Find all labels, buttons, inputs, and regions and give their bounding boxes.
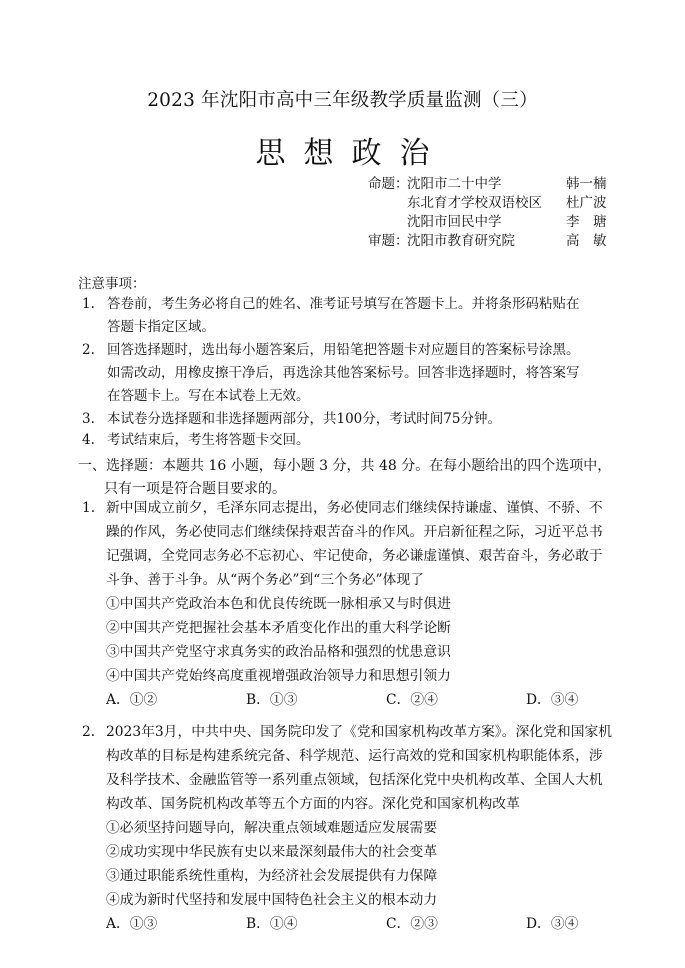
note-line: 在答题卡上。写在本试卷上无效。 (107, 388, 310, 404)
subject-title: 思想政治 (255, 136, 448, 171)
answer-choice-b: B．①④ (246, 916, 298, 932)
credit-org: 沈阳市回民中学 (407, 214, 502, 230)
answer-choice-c: C．②④ (386, 692, 438, 708)
note-number: 1. (82, 296, 95, 312)
question-stem-line: 新中国成立前夕，毛泽东同志提出，务必使同志们继续保持谦虚、谨慎、不骄、不 (106, 500, 603, 516)
note-line: 答卷前，考生务必将自己的姓名、准考证号填写在答题卡上。并将条形码粘贴在 (107, 296, 580, 312)
credit-org: 东北育才学校双语校区 (407, 195, 542, 211)
credit-person: 韩一楠 (566, 176, 607, 192)
question-stem-line: 构改革、国务院机构改革等五个方面的内容。深化党和国家机构改革 (106, 796, 520, 812)
note-line: 本试卷分选择题和非选择题两部分，共100分，考试时间75分钟。 (107, 411, 501, 427)
section-line: 只有一项是符合题目要求的。 (104, 481, 286, 497)
question-stem-line: 躁的作风，务必使同志们继续保持艰苦奋斗的作风。开启新征程之际，习近平总书 (106, 524, 603, 540)
answer-choice-d: D．③④ (526, 692, 579, 708)
question-stem-line: 及科学技术、金融监管等一系列重点领域，包括深化党中央机构改革、全国人大机 (106, 772, 603, 788)
answer-choice-c: C．②③ (386, 916, 438, 932)
note-line: 考试结束后，考生将答题卡交回。 (107, 432, 310, 448)
answer-choice-b: B．①③ (246, 692, 298, 708)
exam-title: 2023 年沈阳市高中三年级教学质量监测（三） (147, 90, 538, 111)
reviewer-label: 审题： (368, 233, 409, 249)
statement-option: ③通过职能系统性重构，为经济社会发展提供有力保障 (106, 868, 438, 884)
note-line: 答题卡指定区域。 (107, 319, 215, 335)
note-number: 2. (82, 342, 95, 358)
statement-option: ④成为新时代坚持和发展中国特色社会主义的根本动力 (106, 892, 438, 908)
answer-choice-d: D．③④ (526, 916, 579, 932)
note-line: 如需改动，用橡皮擦干净后，再选涂其他答案标号。回答非选择题时，将答案写 (107, 365, 580, 381)
author-label: 命题： (368, 176, 409, 192)
credit-person: 高 敏 (566, 233, 607, 249)
credit-person: 李 瑭 (566, 214, 607, 230)
question-stem-line: 斗争、善于斗争。从“两个务必”到“三个务必”体现了 (106, 572, 424, 588)
statement-option: ①中国共产党政治本色和优良传统既一脉相承又与时俱进 (106, 596, 451, 612)
note-number: 3. (82, 411, 95, 427)
section-line: 一、选择题：本题共 16 小题，每小题 3 分，共 48 分。在每小题给出的四个选项中， (78, 458, 612, 474)
answer-choice-a: A．①③ (106, 916, 158, 932)
question-number: 1. (82, 500, 96, 516)
statement-option: ③中国共产党坚守求真务实的政治品格和强烈的忧患意识 (106, 644, 451, 660)
note-number: 4. (82, 432, 95, 448)
section-heading (78, 455, 611, 501)
credit-org: 沈阳市二十中学 (407, 176, 502, 192)
statement-option: ②成功实现中华民族有史以来最深刻最伟大的社会变革 (106, 844, 438, 860)
statement-option: ②中国共产党把握社会基本矛盾变化作出的重大科学论断 (106, 620, 451, 636)
credit-org: 沈阳市教育研究院 (407, 233, 515, 249)
question-stem-line: 2023年3月，中共中央、国务院印发了《党和国家机构改革方案》。深化党和国家机 (106, 724, 613, 740)
notes-heading: 注意事项： (78, 276, 146, 292)
note-line: 回答选择题时，选出每小题答案后，用铅笔把答题卡对应题目的答案标号涂黑。 (107, 342, 580, 358)
question-stem-line: 记强调，全党同志务必不忘初心、牢记使命，务必谦虚谨慎、艰苦奋斗，务必敢于 (106, 548, 603, 564)
answer-choice-a: A．①② (106, 692, 158, 708)
credit-person: 杜广波 (566, 195, 607, 211)
statement-option: ①必须坚持问题导向，解决重点领域难题适应发展需要 (106, 820, 438, 836)
statement-option: ④中国共产党始终高度重视增强政治领导力和思想引领力 (106, 668, 451, 684)
question-stem-line: 构改革的目标是构建系统完备、科学规范、运行高效的党和国家机构职能体系，涉 (106, 748, 603, 764)
question-number: 2． (82, 724, 105, 740)
